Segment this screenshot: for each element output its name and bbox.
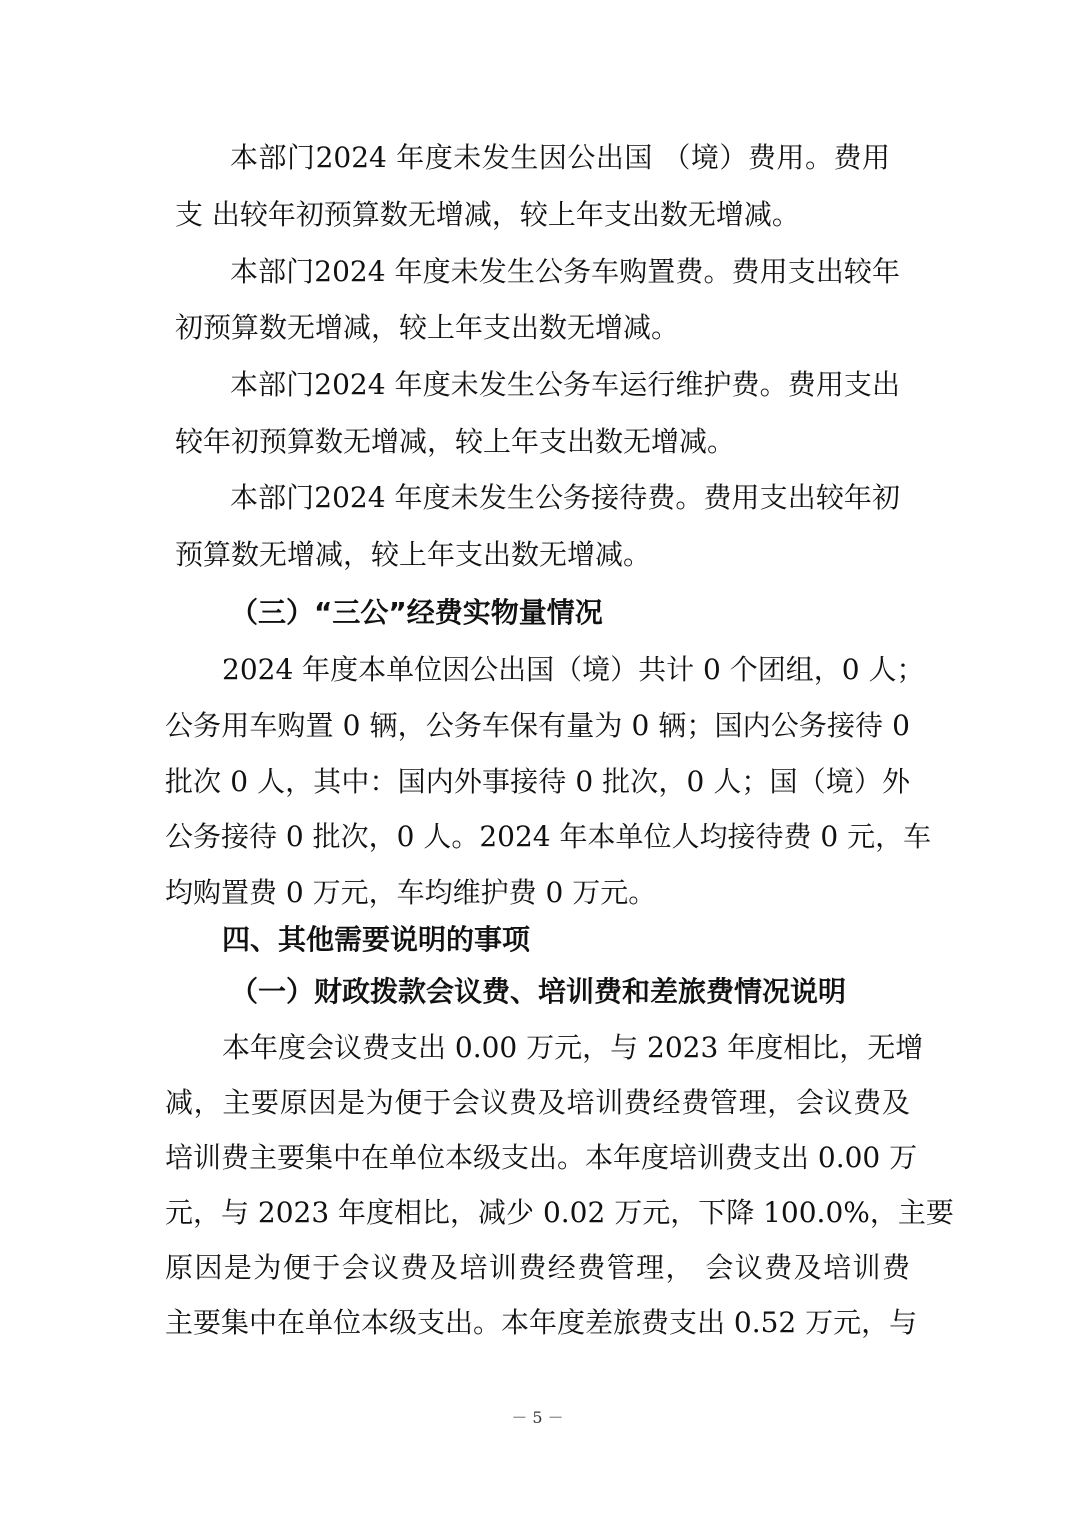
paragraph-line: 本部门2024 年度未发生因公出国 （境）费用。费用: [230, 141, 890, 174]
paragraph-line: 主要集中在单位本级支出。本年度差旅费支出 0.52 万元，与: [165, 1306, 918, 1339]
paragraph-line: 较年初预算数无增减，较上年支出数无增减。: [175, 425, 736, 458]
paragraph-line: 批次 0 人，其中：国内外事接待 0 批次，0 人；国（境）外: [165, 765, 910, 798]
paragraph-line: 本年度会议费支出 0.00 万元，与 2023 年度相比，无增: [222, 1031, 924, 1064]
subsection-heading: （一）财政拨款会议费、培训费和差旅费情况说明: [230, 975, 847, 1008]
paragraph-line: 支 出较年初预算数无增减，较上年支出数无增减。: [175, 198, 800, 231]
paragraph-line: 公务接待 0 批次，0 人。2024 年本单位人均接待费 0 元，车: [165, 820, 932, 853]
paragraph-line: 本部门2024 年度未发生公务车运行维护费。费用支出: [230, 368, 900, 401]
paragraph-line: 本部门2024 年度未发生公务接待费。费用支出较年初: [230, 481, 900, 514]
paragraph-line: 元，与 2023 年度相比，减少 0.02 万元，下降 100.0%，主要: [165, 1196, 954, 1229]
paragraph-line: 原因是为便于会议费及培训费经费管理， 会议费及培训费: [165, 1251, 910, 1284]
paragraph-line: 均购置费 0 万元，车均维护费 0 万元。: [165, 876, 657, 909]
paragraph-line: 初预算数无增减，较上年支出数无增减。: [175, 311, 680, 344]
section-heading: （三）“三公”经费实物量情况: [230, 596, 603, 629]
paragraph-line: 2024 年度本单位因公出国（境）共计 0 个团组，0 人；: [222, 653, 925, 686]
paragraph-line: 公务用车购置 0 辆，公务车保有量为 0 辆；国内公务接待 0: [165, 709, 910, 742]
paragraph-line: 预算数无增减，较上年支出数无增减。: [175, 538, 652, 571]
page-number: － 5 －: [511, 1408, 564, 1427]
section-heading: 四、其他需要说明的事项: [222, 923, 531, 956]
paragraph-line: 减，主要原因是为便于会议费及培训费经费管理，会议费及: [165, 1086, 910, 1119]
paragraph-line: 培训费主要集中在单位本级支出。本年度培训费支出 0.00 万: [165, 1141, 918, 1174]
paragraph-line: 本部门2024 年度未发生公务车购置费。费用支出较年: [230, 255, 900, 288]
